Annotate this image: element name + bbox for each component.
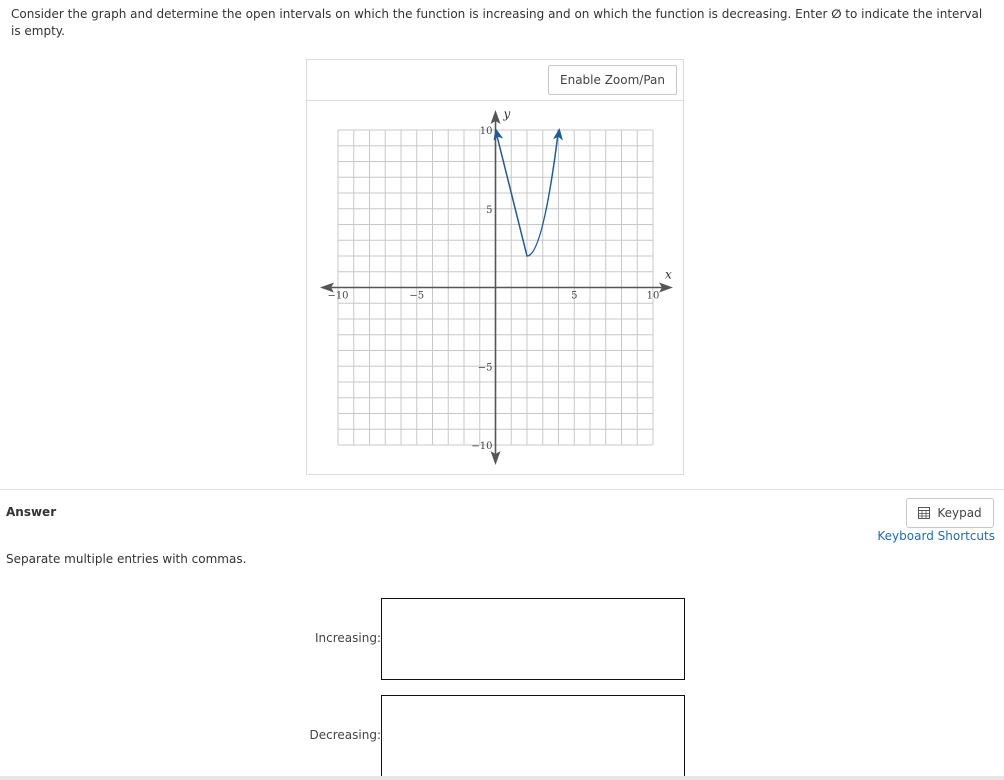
section-divider [0,489,1004,490]
increasing-input[interactable] [381,598,685,680]
question-text [11,6,986,40]
bottom-scroll-bar [0,776,1004,780]
keyboard-shortcuts-link[interactable]: Keyboard Shortcuts [877,529,995,543]
y-tick-label: −5 [477,362,493,374]
question-text-end: to indicate the interval is empty. [11,7,983,38]
x-tick-label: 10 [646,290,660,302]
x-tick-label: 5 [571,290,578,302]
x-axis-label: x [665,267,672,282]
keypad-button[interactable] [906,498,994,528]
increasing-label: Increasing: [315,631,381,645]
y-tick-label: −10 [471,441,493,452]
graph-toolbar [307,60,683,101]
y-axis-label: y [503,107,511,121]
decreasing-input[interactable] [381,695,685,777]
x-tick-label: −10 [327,290,349,302]
keypad-icon [918,507,930,519]
decreasing-label: Decreasing: [309,728,381,742]
keypad-label: Keypad [937,506,982,520]
y-tick-label: 5 [486,204,493,216]
answer-heading: Answer [6,505,57,519]
y-tick-label: 10 [479,126,493,137]
empty-set-symbol: ∅ [831,7,842,21]
graph-panel [306,59,684,475]
enable-zoom-pan-button[interactable]: Enable Zoom/Pan [548,65,677,95]
x-tick-label: −5 [409,290,425,302]
question-text-start: Consider the graph and determine the open intervals on which the function is increasing and on which the function is decreasing. Enter [11,7,832,21]
answer-instructions: Separate multiple entries with commas. [6,552,247,566]
function-graph [307,101,683,474]
